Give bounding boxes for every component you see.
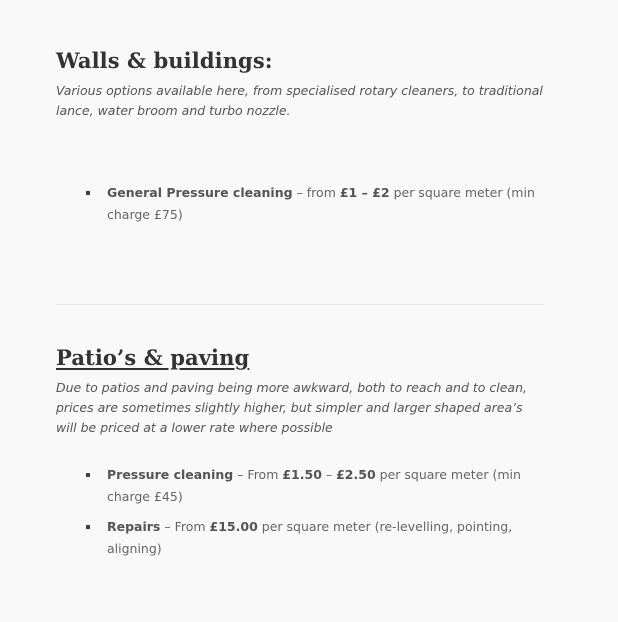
- service-details: per square meter (min charge £45): [107, 467, 521, 504]
- patio-price-list: [56, 464, 544, 560]
- service-price: £15.00: [209, 519, 258, 534]
- service-price-upper: £2.50: [336, 467, 376, 482]
- service-name: General Pressure cleaning: [107, 185, 293, 200]
- price-range-separator: –: [321, 467, 337, 482]
- square-bullet-icon: [86, 473, 90, 477]
- list-item: [107, 464, 544, 508]
- service-separator: – From: [160, 519, 210, 534]
- service-details: per square meter (re-levelling, pointing, aligning): [107, 519, 513, 556]
- service-details: per square meter (min charge £75): [107, 185, 535, 222]
- service-price: £1 – £2: [339, 185, 390, 200]
- square-bullet-icon: [86, 191, 90, 195]
- patio-heading[interactable]: Patio’s & paving: [56, 345, 250, 370]
- service-name: Pressure cleaning: [107, 467, 234, 482]
- walls-description: Various options available here, from specialised rotary cleaners, to traditional lance, water broom and turbo nozzle.: [56, 83, 543, 118]
- walls-section: [56, 47, 544, 121]
- patio-section: [56, 344, 544, 438]
- list-item: [107, 182, 544, 226]
- list-item: [107, 516, 544, 560]
- section-divider: [56, 304, 544, 305]
- walls-heading: Walls & buildings:: [56, 48, 273, 73]
- service-name: Repairs: [107, 519, 161, 534]
- patio-description: Due to patios and paving being more awkward, both to reach and to clean, prices are sometimes slightly higher, but simpler and larger shaped area’s will be priced at a lower rate where possible: [56, 380, 527, 435]
- square-bullet-icon: [86, 525, 90, 529]
- walls-price-list: [56, 182, 544, 226]
- service-separator: – From: [233, 467, 283, 482]
- service-price: £1.50: [282, 467, 322, 482]
- service-separator: – from: [292, 185, 340, 200]
